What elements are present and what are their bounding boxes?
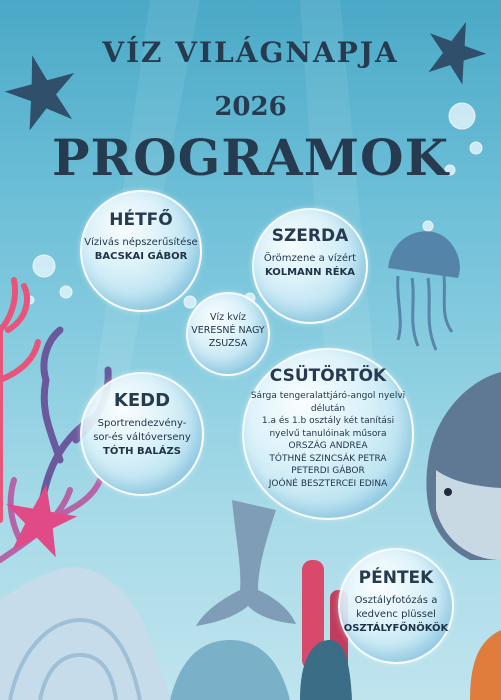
bubble-hetfo	[80, 190, 202, 312]
program-organizer: ZSUZSA	[208, 338, 248, 349]
program-description: Víz kvíz	[210, 312, 246, 323]
title-line2: PROGRAMOK	[51, 128, 450, 187]
program-organizer: KOLMANN RÉKA	[264, 267, 356, 278]
program-description: Sárga tengeralattjáró-angol nyelvi	[250, 391, 406, 401]
title-line1: VÍZ VILÁGNAPJA	[102, 36, 399, 69]
bubble-szerda	[252, 208, 368, 324]
jellyfish-illustration	[388, 231, 460, 350]
program-description: Sportrendezvény-	[97, 418, 187, 429]
program-description: sor-és váltóverseny	[93, 432, 191, 443]
day-label: CSÜTÖRTÖK	[269, 366, 387, 386]
program-organizer: PETERDI GÁBOR	[291, 466, 365, 476]
program-description: Osztályfotózás a	[354, 595, 438, 606]
day-label: HÉTFŐ	[109, 210, 173, 230]
day-label: KEDD	[113, 390, 171, 411]
program-description: Vízivás népszerűsítése	[84, 237, 198, 248]
day-label: PÉNTEK	[358, 568, 434, 588]
program-organizer: ORSZÁG ANDREA	[288, 441, 368, 451]
program-organizer: TÓTH BALÁZS	[103, 446, 181, 457]
program-description: 1.a és 1.b osztály két tanítási	[261, 416, 395, 426]
bubble-pentek	[338, 548, 454, 664]
program-description: kedvenc plüssel	[356, 609, 436, 620]
bubble-csutortok	[242, 348, 414, 520]
whale-illustration	[426, 372, 501, 560]
program-organizer: JOÓNÉ BESZTERCEI EDINA	[268, 478, 388, 489]
tail-illustration	[196, 500, 296, 626]
program-description: délután	[310, 403, 346, 414]
day-label: SZERDA	[271, 226, 349, 246]
program-organizer: VERESNÉ NAGY	[191, 325, 265, 336]
program-organizer: OSZTÁLYFŐNÖKÖK	[343, 623, 449, 634]
year: 2026	[214, 92, 287, 122]
program-description: Örömzene a vízért	[263, 253, 357, 264]
program-description: nyelvű tanulóinak műsora	[269, 428, 387, 439]
program-organizer: BACSKAI GÁBOR	[94, 251, 188, 262]
program-organizer: TÓTHNÉ SZINCSÁK PETRA	[269, 453, 387, 464]
bubble-kedd	[80, 372, 204, 496]
bubble-kviz	[186, 292, 270, 376]
